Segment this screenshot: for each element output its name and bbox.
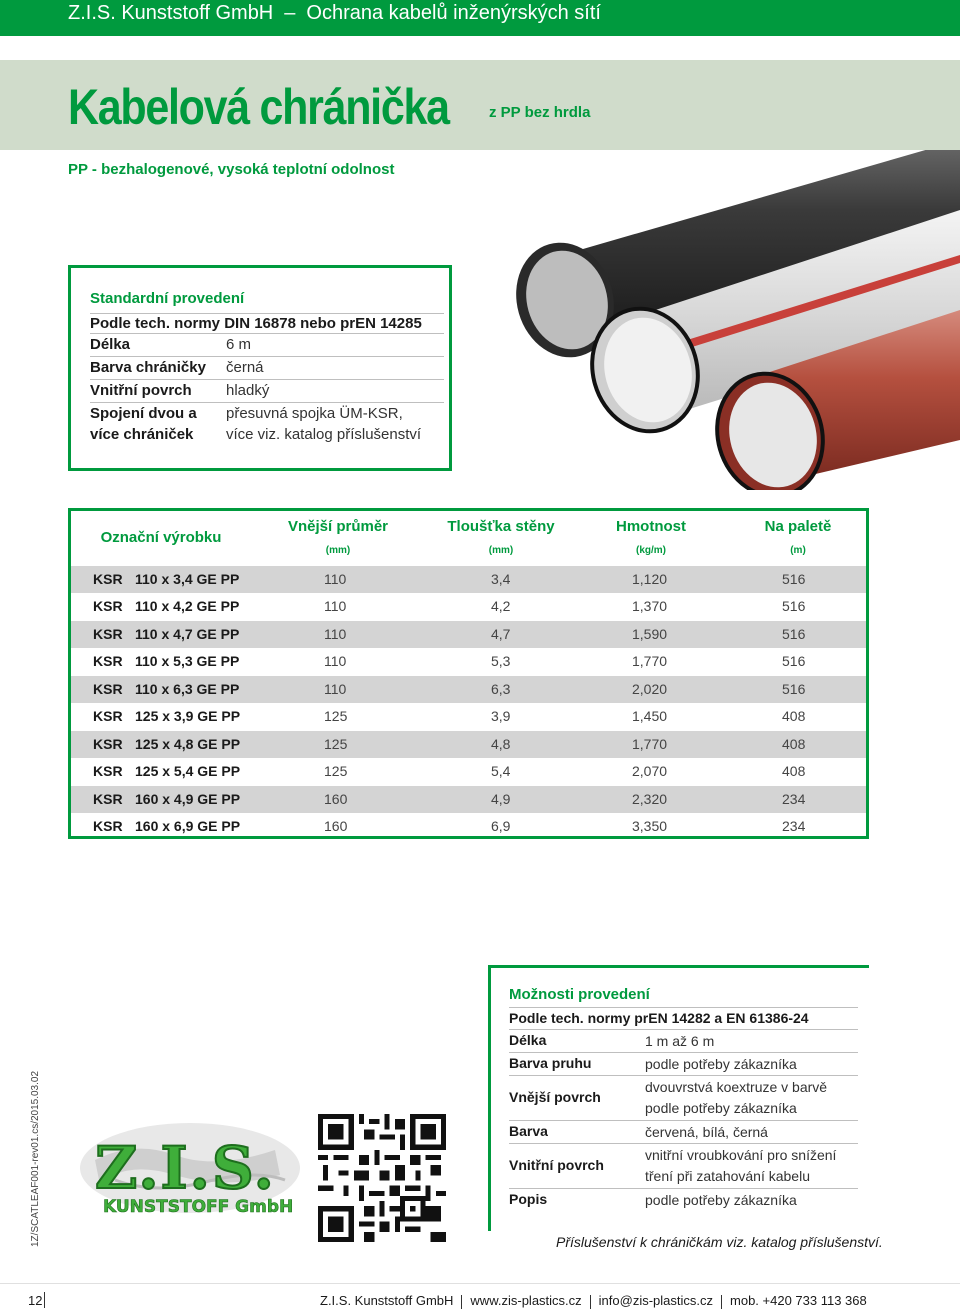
product-table — [68, 508, 869, 839]
spec-value: černá — [226, 359, 264, 376]
row-prefix: KSR — [93, 708, 123, 724]
footer-divider — [44, 1292, 45, 1308]
option-row — [509, 1053, 858, 1076]
option-key: Vnější povrch — [509, 1089, 601, 1105]
options-norm-row — [509, 1007, 858, 1030]
row-name: 125 x 4,8 GE PP — [135, 736, 241, 752]
footer-email-link[interactable]: info@zis-plastics.cz — [598, 1293, 714, 1308]
option-key: Barva pruhu — [509, 1055, 592, 1071]
row-thickness: 5,3 — [491, 653, 511, 669]
footer-company: Z.I.S. Kunststoff GmbH — [320, 1293, 454, 1308]
row-name: 110 x 3,4 GE PP — [135, 571, 240, 587]
spec-value: 6 m — [226, 336, 252, 353]
row-diameter: 110 — [324, 598, 347, 614]
row-diameter: 125 — [324, 736, 348, 752]
row-diameter: 110 — [324, 653, 347, 669]
row-weight: 1,370 — [632, 598, 668, 614]
row-name: 125 x 5,4 GE PP — [135, 763, 241, 779]
table-row — [71, 731, 866, 758]
row-thickness: 4,7 — [491, 626, 511, 642]
table-header-product: Označní výrobku — [100, 529, 222, 546]
row-pallet: 234 — [782, 818, 806, 834]
table-row — [71, 593, 866, 620]
table-row — [71, 758, 866, 785]
option-value: podle potřeby zákazníka — [645, 1056, 797, 1072]
option-value: vnitřní vroubkování pro snížení — [645, 1147, 837, 1163]
header-section: Ochrana kabelů inženýrských sítí — [306, 2, 601, 24]
row-name: 160 x 4,9 GE PP — [135, 791, 241, 807]
spec-value: hladký — [226, 382, 270, 399]
row-weight: 2,320 — [632, 791, 668, 807]
row-weight: 1,590 — [632, 626, 668, 642]
title-suffix: z PP bez hrdla — [489, 104, 591, 121]
zis-logo — [75, 1120, 305, 1230]
row-diameter: 110 — [324, 571, 347, 587]
row-thickness: 5,4 — [491, 763, 511, 779]
title-band — [0, 60, 960, 150]
standard-heading: Standardní provedení — [90, 290, 245, 307]
table-row — [71, 621, 866, 648]
row-prefix: KSR — [93, 763, 123, 779]
option-key: Vnitřní povrch — [509, 1157, 604, 1173]
row-prefix: KSR — [93, 571, 123, 587]
row-diameter: 160 — [324, 791, 348, 807]
row-prefix: KSR — [93, 626, 123, 642]
row-thickness: 4,9 — [491, 791, 511, 807]
row-diameter: 125 — [324, 708, 348, 724]
option-row — [509, 1076, 858, 1121]
row-name: 125 x 3,9 GE PP — [135, 708, 241, 724]
option-key: Popis — [509, 1191, 548, 1207]
option-value-line2: tření při zatahování kabelu — [645, 1168, 810, 1184]
option-row — [509, 1144, 858, 1189]
footer-phone: mob. +420 733 113 368 — [730, 1293, 867, 1308]
option-row — [509, 1121, 858, 1144]
spec-value-line2: více viz. katalog příslušenství — [226, 426, 422, 443]
spec-row — [90, 380, 444, 403]
spec-row — [90, 357, 444, 380]
row-thickness: 4,8 — [491, 736, 511, 752]
row-pallet: 516 — [782, 626, 806, 642]
unit-thickness: (mm) — [488, 545, 514, 556]
row-thickness: 3,9 — [491, 708, 511, 724]
page-number: 12 — [28, 1293, 43, 1308]
page-footer — [0, 1283, 960, 1313]
row-weight: 2,020 — [632, 681, 668, 697]
document-code: 1Z/SCATLEAF001-rev01.cs/2015.03.02 — [30, 1070, 41, 1247]
footer-web-link[interactable]: www.zis-plastics.cz — [470, 1293, 582, 1308]
spec-key-line2: více chrániček — [90, 426, 194, 443]
option-value: červená, bílá, černá — [645, 1124, 768, 1140]
header-company: Z.I.S. Kunststoff GmbH — [68, 2, 274, 24]
row-diameter: 125 — [324, 763, 348, 779]
row-name: 110 x 4,2 GE PP — [135, 598, 240, 614]
table-header-thickness: Tloušťka stěny — [447, 518, 555, 535]
unit-weight: (kg/m) — [636, 545, 666, 556]
row-pallet: 516 — [782, 653, 806, 669]
page-title: Kabelová chránička — [68, 79, 449, 135]
footer-divider — [461, 1295, 462, 1309]
spec-value: přesuvná spojka ÜM-KSR, — [226, 405, 403, 422]
spec-row — [90, 334, 444, 357]
row-name: 110 x 4,7 GE PP — [135, 626, 240, 642]
unit-pallet: (m) — [790, 545, 806, 556]
table-row — [71, 648, 866, 675]
options-heading: Možnosti provedení — [509, 986, 650, 1003]
logo-mark: Z.I.S. — [95, 1134, 276, 1202]
row-weight: 3,350 — [632, 818, 668, 834]
row-weight: 1,770 — [632, 736, 668, 752]
row-thickness: 6,3 — [491, 681, 511, 697]
row-prefix: KSR — [93, 653, 123, 669]
option-key: Délka — [509, 1032, 547, 1048]
row-prefix: KSR — [93, 598, 123, 614]
standard-norm-row — [90, 313, 444, 334]
footer-divider — [721, 1295, 722, 1309]
row-name: 160 x 6,9 GE PP — [135, 818, 241, 834]
table-row — [71, 566, 866, 593]
row-weight: 1,450 — [632, 708, 668, 724]
option-row — [509, 1189, 858, 1212]
row-name: 110 x 6,3 GE PP — [135, 681, 240, 697]
table-header-diameter: Vnější průměr — [287, 518, 389, 535]
table-row — [71, 813, 866, 840]
row-thickness: 4,2 — [491, 598, 511, 614]
option-value: 1 m až 6 m — [645, 1033, 715, 1049]
spec-key: Spojení dvou a — [90, 405, 197, 422]
row-pallet: 516 — [782, 571, 806, 587]
option-row — [509, 1030, 858, 1053]
table-header-weight: Hmotnost — [616, 518, 686, 535]
standard-spec-box — [68, 265, 452, 471]
row-prefix: KSR — [93, 791, 123, 807]
footer-divider — [590, 1295, 591, 1309]
options-spec-box — [488, 965, 869, 1231]
spec-row — [90, 403, 444, 451]
row-pallet: 408 — [782, 708, 806, 724]
row-diameter: 160 — [324, 818, 348, 834]
row-pallet: 516 — [782, 681, 806, 697]
spec-key: Vnitřní povrch — [90, 382, 192, 399]
row-name: 110 x 5,3 GE PP — [135, 653, 240, 669]
pipes-illustration — [505, 150, 960, 490]
row-weight: 1,770 — [632, 653, 668, 669]
option-key: Barva — [509, 1123, 548, 1139]
options-norm: Podle tech. normy prEN 14282 a EN 61386-24 — [509, 1010, 809, 1026]
standard-norm: Podle tech. normy DIN 16878 nebo prEN 14285 — [90, 315, 422, 332]
table-row — [71, 786, 866, 813]
row-prefix: KSR — [93, 818, 123, 834]
row-diameter: 110 — [324, 681, 347, 697]
row-diameter: 110 — [324, 626, 347, 642]
row-weight: 2,070 — [632, 763, 668, 779]
table-header-pallet: Na paletě — [764, 518, 832, 535]
logo-subtitle: KUNSTSTOFF GmbH — [103, 1197, 294, 1217]
row-prefix: KSR — [93, 736, 123, 752]
header-separator: – — [284, 2, 296, 24]
row-thickness: 3,4 — [491, 571, 511, 587]
option-value-line2: podle potřeby zákazníka — [645, 1100, 797, 1116]
accessories-note: Příslušenství k chráničkám viz. katalog příslušenství. — [556, 1234, 883, 1250]
row-pallet: 516 — [782, 598, 806, 614]
row-pallet: 234 — [782, 791, 806, 807]
row-thickness: 6,9 — [491, 818, 511, 834]
spec-key: Barva chráničky — [90, 359, 206, 376]
row-pallet: 408 — [782, 763, 806, 779]
table-row — [71, 703, 866, 730]
unit-diameter: (mm) — [325, 545, 351, 556]
top-header-bar — [0, 0, 960, 36]
footer-contacts — [320, 1293, 867, 1309]
spec-key: Délka — [90, 336, 131, 353]
option-value: dvouvrstvá koextruze v barvě — [645, 1079, 828, 1095]
row-pallet: 408 — [782, 736, 806, 752]
row-prefix: KSR — [93, 681, 123, 697]
row-weight: 1,120 — [632, 571, 668, 587]
page-subtitle: PP - bezhalogenové, vysoká teplotní odolnost — [68, 161, 395, 178]
table-row — [71, 676, 866, 703]
option-value: podle potřeby zákazníka — [645, 1192, 797, 1208]
qr-code — [318, 1114, 446, 1242]
